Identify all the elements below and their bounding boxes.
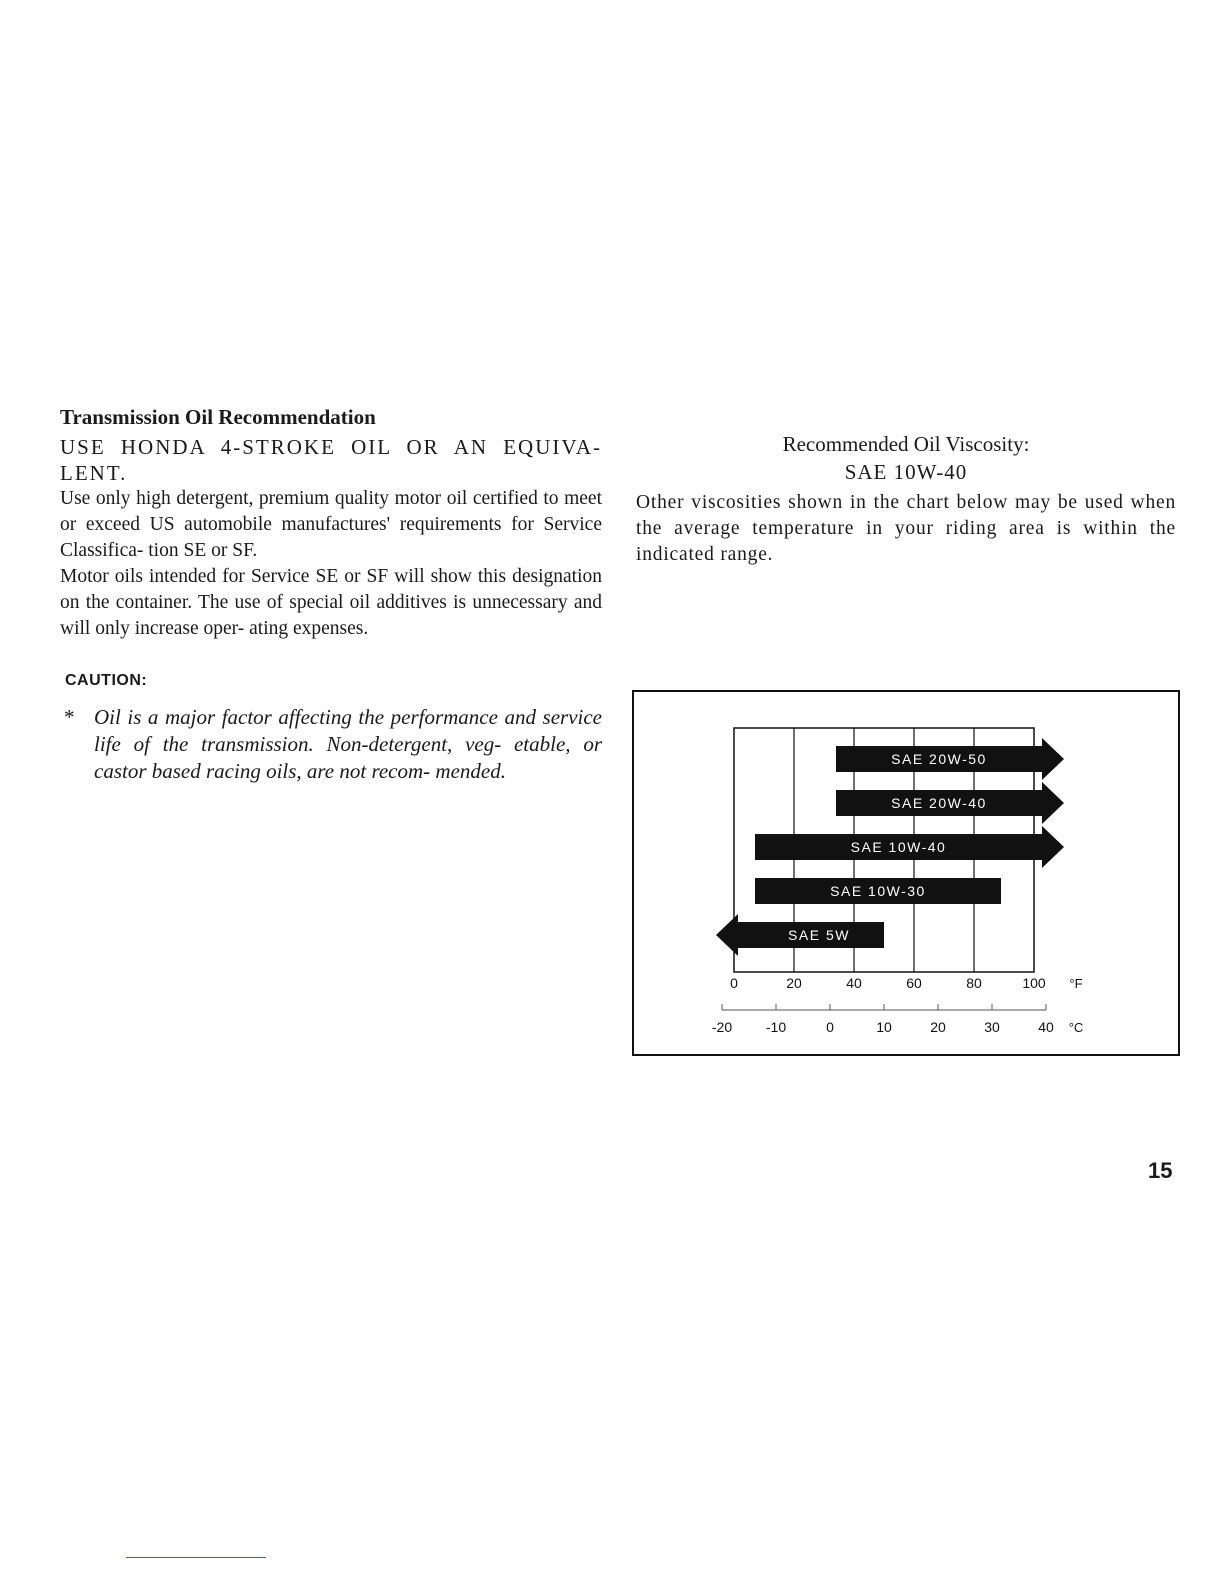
bar-label-sae-20w-50: SAE 20W-50: [891, 751, 987, 767]
bar-label-sae-10w-40: SAE 10W-40: [850, 839, 947, 855]
viscosity-chart-frame: [632, 690, 1180, 1056]
paragraph-1: Use only high detergent, premium quality motor oil certified to meet or exceed US automobile manufactures' requirements for Service Classifica- tion SE or SF.: [60, 488, 602, 561]
page-number: 15: [1148, 1158, 1173, 1183]
f-tick-label-2: 40: [846, 975, 862, 991]
caution-text: Oil is a major factor affecting the performance and service life of the transmission. Non-detergent, veg- etable, or castor based racing oils, are not recom- mended.: [94, 705, 602, 783]
section-title: Transmission Oil Recommendation: [60, 405, 376, 429]
f-tick-label-4: 80: [966, 975, 982, 991]
f-tick-label-5: 100: [1022, 975, 1046, 991]
headline: USE HONDA 4-STROKE OIL OR AN EQUIVA- LENT.: [60, 435, 602, 485]
f-unit-label: °F: [1069, 976, 1083, 991]
bar-label-sae-10w-30: SAE 10W-30: [830, 883, 926, 899]
recommended-viscosity-heading: Recommended Oil Viscosity:: [782, 432, 1030, 456]
recommended-grade: SAE 10W-40: [844, 460, 968, 484]
c-tick-label-2: 0: [826, 1019, 834, 1035]
paragraph-2: Motor oils intended for Service SE or SF will show this designation on the container. The use of special oil additives is unnecessary and will only increase oper- ating expenses.: [60, 566, 602, 639]
viscosity-chart: [634, 692, 1182, 1058]
f-tick-label-0: 0: [730, 975, 738, 991]
f-tick-label-1: 20: [786, 975, 802, 991]
f-tick-label-3: 60: [906, 975, 922, 991]
c-tick-label-3: 10: [876, 1019, 892, 1035]
right-column: [636, 430, 1176, 568]
footer-rule: [126, 1557, 266, 1558]
c-tick-label-6: 40: [1038, 1019, 1054, 1035]
caution-label: CAUTION:: [65, 672, 148, 689]
viscosity-paragraph: Other viscosities shown in the chart below may be used when the average temperature in your riding area is within the indicated range.: [636, 492, 1176, 565]
c-tick-label-5: 30: [984, 1019, 1000, 1035]
left-column: [60, 404, 602, 785]
bar-label-sae-20w-40: SAE 20W-40: [891, 795, 987, 811]
c-tick-label-4: 20: [930, 1019, 946, 1035]
c-unit-label: °C: [1068, 1020, 1084, 1035]
c-tick-label-0: -20: [711, 1019, 733, 1035]
bar-label-sae-5w: SAE 5W: [788, 927, 850, 943]
c-tick-label-1: -10: [765, 1019, 787, 1035]
bullet-asterisk: *: [64, 705, 75, 729]
caution-item: [60, 704, 602, 785]
